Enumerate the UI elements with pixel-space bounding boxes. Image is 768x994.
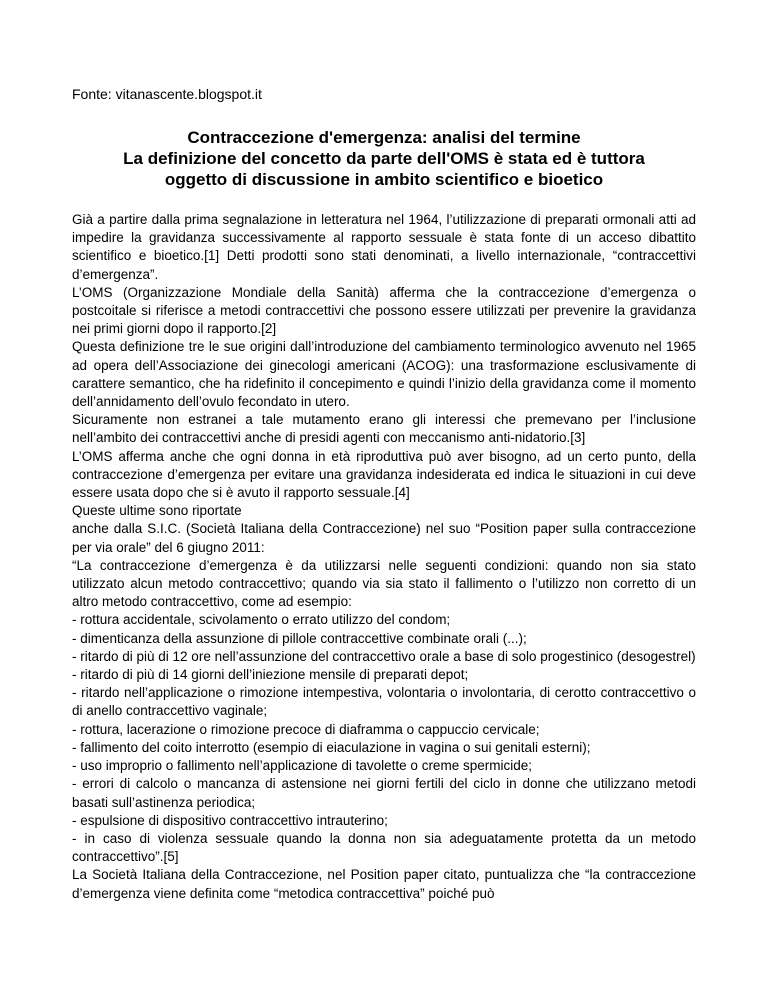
list-item: - rottura, lacerazione o rimozione precoce di diaframma o cappuccio cervicale; [72, 721, 540, 737]
list-item: - fallimento del coito interrotto (esempio di eiaculazione in vagina o sui genitali esterni); [72, 739, 591, 755]
list-item: - espulsione di dispositivo contraccettivo intrauterino; [72, 812, 388, 828]
title-line-1: Contraccezione d'emergenza: analisi del termine [187, 128, 581, 147]
paragraph: Sicuramente non estranei a tale mutamento erano gli interessi che premevano per l’inclusione nell’ambito dei contraccettivi anche di presidi agenti con meccanismo anti-nidatorio.[3] [72, 412, 696, 446]
title-line-3: oggetto di discussione in ambito scientifico e bioetico [164, 170, 604, 189]
paragraph: “La contraccezione d’emergenza è da utilizzarsi nelle seguenti condizioni: quando non sia stato utilizzato alcun metodo contraccettivo; quando via sia stato il fallimento o l’utilizzo non corretto di un altro metodo contraccettivo, come ad esempio: [72, 557, 696, 610]
list-item: - in caso di violenza sessuale quando la donna non sia adeguatamente protetta da un metodo contraccettivo”.[5] [72, 830, 696, 865]
paragraph: La Società Italiana della Contraccezione, nel Position paper citato, puntualizza che “la contraccezione d’emergenza viene definita come “metodica contraccettiva” poiché può [72, 867, 696, 901]
list-item: - rottura accidentale, scivolamento o errato utilizzo del condom; [72, 612, 451, 628]
list-item: - ritardo nell’applicazione o rimozione intempestiva, volontaria o involontaria, di cerotto contraccettivo o di anello contraccettivo vaginale; [72, 685, 696, 719]
paragraph: L’OMS afferma anche che ogni donna in età riproduttiva può aver bisogno, ad un certo punto, della contraccezione d’emergenza per evitare una gravidanza indesiderata ed indica le situazioni in cui deve essere usata dopo che si è avuto il rapporto sessuale.[4] [72, 448, 696, 501]
list-item: - ritardo di più di 14 giorni dell’iniezione mensile di preparati depot; [72, 667, 469, 683]
paragraph: Già a partire dalla prima segnalazione in letteratura nel 1964, l’utilizzazione di preparati ormonali atti ad impedire la gravidanza successivamente al rapporto sessuale è stata fonte di un acceso dibattito scientifico e bioetico.[1] Detti prodotti sono stati denominati, a livello internazionale, “contraccettivi d’emergenza”. [72, 212, 696, 282]
list-item: - dimenticanza della assunzione di pillole contraccettive combinate orali (...); [72, 630, 527, 646]
paragraph: anche dalla S.I.C. (Società Italiana della Contraccezione) nel suo “Position paper sulla contraccezione per via orale” del 6 giugno 2011: [72, 521, 696, 555]
paragraph: Queste ultime sono riportate [72, 503, 242, 519]
document-body [72, 211, 696, 903]
list-item: - errori di calcolo o mancanza di astensione nei giorni fertili del ciclo in donne che utilizzano metodi basati sull’astinenza periodica; [72, 776, 696, 810]
source-line: Fonte: vitanascente.blogspot.it [72, 86, 262, 102]
paragraph: Questa definizione tre le sue origini dall’introduzione del cambiamento terminologico avvenuto nel 1965 ad opera dell’Associazione dei ginecologi americani (ACOG): una trasformazione esclusivamente di carattere semantico, che ha ridefinito il concepimento e quindi l’inizio della gravidanza come il momento dell’annidamento dell’ovulo fecondato in utero. [72, 339, 696, 410]
document-title [72, 127, 696, 190]
title-line-2: La definizione del concetto da parte dell'OMS è stata ed è tuttora [123, 149, 645, 168]
list-item: - ritardo di più di 12 ore nell’assunzione del contraccettivo orale a base di solo progestinico (desogestrel) [72, 648, 696, 664]
paragraph: L’OMS (Organizzazione Mondiale della Sanità) afferma che la contraccezione d’emergenza o postcoitale si riferisce a metodi contraccettivi che possono essere utilizzati per prevenire la gravidanza nei primi giorni dopo il rapporto.[2] [72, 284, 696, 337]
list-item: - uso improprio o fallimento nell’applicazione di tavolette o creme spermicide; [72, 758, 532, 774]
